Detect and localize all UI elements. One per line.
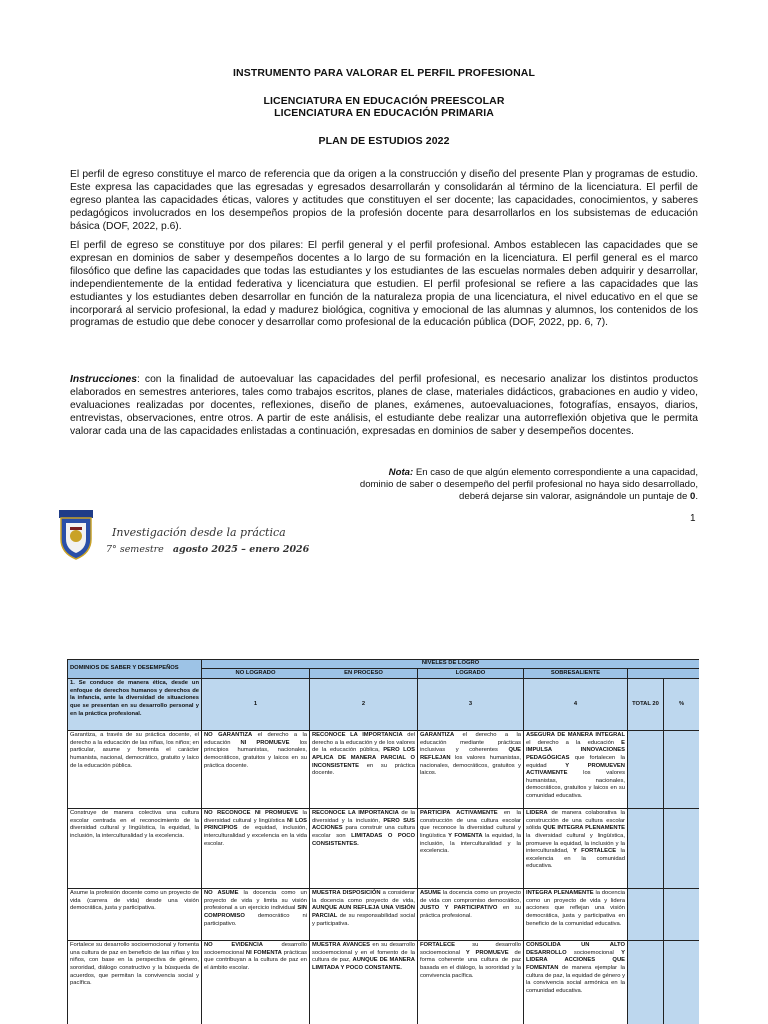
paragraph-instrucciones [70,374,698,439]
percent-cell[interactable] [664,731,700,809]
note-line-1: En caso de que algún elemento correspondiente a una capacidad, [413,467,698,478]
descriptor-text: en su desarrollo socioemocional y en el fomento de la cultura de paz, [312,942,415,964]
descriptor-keyword: AUNQUE AUN REFLEJA UNA VISIÓN PARCIAL [312,905,415,919]
row-description: Garantiza, a través de su práctica docente, el derecho a la educación de las niñas, los niños; en particular, asume y fomenta el carácter humanista, nacional, democrático, gratuito y laico de la educación pública. [68,731,202,809]
rubric-table [67,659,699,1024]
percent-cell[interactable] [664,889,700,941]
descriptor-keyword: Y PROMUEVE [465,949,509,956]
descriptor-text: la excelencia en la comunidad educativa. [526,848,625,870]
descriptor-text: la diversidad cultural y lingüística [204,810,307,824]
descriptor-text: de forma coherente una cultura de paz basada en el diálogo, la sororidad y la convivencia pacífica. [420,949,521,979]
descriptor-keyword: NO ASUME [204,890,239,897]
percent-cell[interactable] [664,809,700,889]
level-4-descriptor [524,731,628,809]
descriptor-keyword: AUNQUE DE MANERA LIMITADA Y POCO CONSTANTE. [312,957,415,971]
descriptor-keyword: NI FOMENTA [245,949,282,956]
descriptor-keyword: PERO LOS APLICA DE MANERA PARCIAL O INCONSISTENTE [312,747,415,769]
level-1-descriptor [202,889,310,941]
descriptor-text: los principios humanistas, nacionales, democráticos, gratuitos y laicos en su práctica docente. [204,739,307,769]
descriptor-keyword: ASUME [420,890,441,897]
note-zero: 0 [689,490,696,502]
level-1-descriptor [202,809,310,889]
header-niveles: NIVELES DE LOGRO [202,660,700,669]
header-level-1: NO LOGRADO [202,668,310,679]
descriptor-keyword: CONSOLIDA UN ALTO DESARROLLO [526,942,625,956]
score-1: 1 [202,679,310,731]
header-level-3: LOGRADO [418,668,524,679]
descriptor-keyword: NI PROMUEVE [240,739,290,746]
descriptor-text: la docencia como un proyecto de vida y lidera acciones que reflejan una visión democrática, justa y participativa en beneficio de la comunidad educativa. [526,890,626,927]
note-block [338,467,698,502]
descriptor-keyword: RECONOCE LA IMPORTANCIA [312,810,399,817]
dimension-row [68,679,700,731]
percent-header: % [664,679,700,731]
score-4: 4 [524,679,628,731]
note-label: Nota: [388,467,414,478]
level-3-descriptor [418,809,524,889]
descriptor-text: a considerar la docencia como proyecto de vida, [312,890,415,904]
level-4-descriptor [524,809,628,889]
header-blank [628,668,700,679]
level-3-descriptor [418,889,524,941]
descriptor-text: los valores humanistas, nacionales, democráticos, gratuitos y laicos en su comunidad educativa. [526,770,625,799]
descriptor-text: el derecho a la educación mediante prácticas inclusivas y coherentes [420,732,521,754]
page-number: 1 [690,513,696,524]
descriptor-keyword: SIN COMPROMISO [204,905,307,919]
program-title-preescolar: LICENCIATURA EN EDUCACIÓN PREESCOLAR [263,95,505,107]
descriptor-keyword: E IMPULSA INNOVACIONES PEDAGÓGICAS [526,739,625,761]
descriptor-keyword: Y PROMUEVEN ACTIVAMENTE [526,762,625,777]
total-cell[interactable] [628,941,664,1024]
descriptor-text: de la diversidad y la inclusión, [312,810,416,824]
descriptor-text: en su práctica docente. [312,762,415,777]
descriptor-keyword: GARANTIZA [420,732,455,739]
descriptor-text: el derecho a la educación [204,732,307,746]
instrucciones-text: : con la finalidad de autoevaluar las capacidades del perfil profesional, es necesario analizar los distintos productos elaborados en semestres anteriores, tales como trabajos escritos, planes de clase, materiales didácticos, grabaciones en audio y video, evaluaciones realizadas por docentes, reflexiones, diseño de planes, exámenes, autoevaluaciones, fotografías, ensayos, diarios, entrevistas, observaciones, entre otros. A partir de este análisis, el estudiante debe realizar una autorreflexión objetiva que le permita valorar cada una de las capacidades enlistadas a continuación, expresadas en dominios de saber y desempeños docentes. [70,374,698,437]
descriptor-keyword: JUSTO Y PARTICIPATIVO [420,905,498,912]
level-4-descriptor [524,889,628,941]
row-description: Fortalece su desarrollo socioemocional y fomenta una cultura de paz en beneficio de las niñas y los niños, con base en la perspectiva de género, sororidad, diálogo constructivo y la búsqueda de acuerdos, que permitan la convivencia social y pacífica. [68,941,202,1024]
descriptor-keyword: Y LIDERA ACCIONES QUE FOMENTAN [526,949,625,971]
note-dot: . [695,490,698,502]
score-2: 2 [310,679,418,731]
paragraph-perfil-egreso: El perfil de egreso constituye el marco de referencia que da origen a la construcción y diseño del presente Plan y programas de estudio. Este expresa las capacidades que las egresadas y egresados desarrollarán y consolidarán al término de la licenciatura. El perfil de egreso plantea las capacidades éticas, valores y actitudes que constituyen el ser docente; las capacidades, conocimientos, y saberes pedagógicos involucrados en los desempeños propios de la profesión docente para desarrollarlos en los subsistemas de educación básica (DOF, 2022, p.6). [70,169,698,232]
descriptor-text: en su práctica profesional. [420,905,521,919]
descriptor-keyword: Y FORTALECE [572,848,617,855]
footer-semester [106,544,309,555]
descriptor-keyword: NO GARANTIZA [204,732,253,739]
header-level-4: SOBRESALIENTE [524,668,628,679]
descriptor-text: los valores humanistas, nacionales, democráticos, gratuitos y laicos. [420,754,521,777]
descriptor-text: del derecho a la educación y de los valores de la educación pública, [312,732,415,754]
descriptor-keyword: MUESTRA DISPOSICIÓN [312,890,381,897]
total-cell[interactable] [628,731,664,809]
descriptor-text: de equidad, inclusión, interculturalidad y excelencia en la vida escolar. [204,825,307,847]
descriptor-keyword: NI LOS PRINCIPIOS [204,817,307,832]
program-title-primaria: LICENCIATURA EN EDUCACIÓN PRIMARIA [274,107,494,119]
footer-slogan: Investigación desde la práctica [112,526,286,539]
header-level-2: EN PROCESO [310,668,418,679]
period-label: agosto 2025 – enero 2026 [172,544,310,555]
semester-label: 7° semestre [106,544,164,555]
descriptor-text: de su responsabilidad social y participativa. [312,912,415,927]
level-2-descriptor [310,809,418,889]
table-row [68,809,700,889]
descriptor-text: la equidad, la inclusión, la interculturalidad y la excelencia. [420,832,521,855]
dimension-text: 1. Se conduce de manera ética, desde un enfoque de derechos humanos y derechos de la infancia, ante la diversidad de situaciones que se presentan en su desarrollo personal y en la práctica profesional. [68,679,202,731]
descriptor-keyword: FORTALECE [420,942,455,949]
descriptor-text: la docencia como un proyecto de vida con compromiso democrático, [420,890,521,904]
descriptor-text: que fortalecen la equidad [526,754,625,769]
level-3-descriptor [418,731,524,809]
descriptor-text: desarrollo socioemocional [204,942,307,956]
descriptor-keyword: QUE REFLEJAN [420,747,521,761]
descriptor-keyword: PARTICIPA ACTIVAMENTE [420,810,498,817]
descriptor-keyword: LIMITADAS O POCO CONSISTENTES. [312,832,415,847]
descriptor-keyword: LIDERA [526,810,548,817]
descriptor-text: democrático ni participativo. [204,912,307,927]
rubric-table-wrapper [67,659,699,1024]
table-header-row-1 [68,660,700,669]
descriptor-text: socioemocional [566,949,622,956]
descriptor-keyword: PERO SUS ACCIONES [312,817,415,832]
level-2-descriptor [310,941,418,1024]
row-description: Asume la profesión docente como un proyecto de vida (carrera de vida) desde una visión democrática, justa y participativa. [68,889,202,941]
paragraph-pilares: El perfil de egreso se constituye por dos pilares: El perfil general y el perfil profesional. Ambos establecen las capacidades que se expresan en dominios de saber y desempeños docentes a lo largo de su formación en la licenciatura. El perfil general es el marco filosófico que define las capacidades que todas las estudiantes y los estudiantes de las escuelas normales deben adquirir y desarrollar, independientemente de la entidad federativa y licenciatura que estudien. El perfil profesional se refiere a las capacidades que las estudiantes y los estudiantes deben desarrollar en función de la naturaleza propia de una licenciatura, el nivel educativo en el que se incorporará al servicio profesional, la edad y madurez biológica, cognitiva y emocional de las alumnas y alumnos, los contenidos de los programas de estudio que debe conocer y desarrollar como profesional de la educación pública (DOF, 2022, pp. 6, 7). [70,240,698,329]
level-1-descriptor [202,941,310,1024]
descriptor-text: para construir una cultura escolar son [312,825,415,839]
descriptor-text: la docencia como un proyecto de vida y limita su visión profesional a un ejercicio individual [204,890,307,912]
plan-title: PLAN DE ESTUDIOS 2022 [318,135,450,147]
descriptor-keyword: QUE INTEGRA PLENAMENTE [542,825,626,832]
header-dominios: DOMINIOS DE SABER Y DESEMPEÑOS [68,660,202,679]
total-header: TOTAL 20 [628,679,664,731]
descriptor-text: la diversidad cultural y lingüística, promueve la equidad, la inclusión y la interculturalidad, [526,832,625,855]
total-cell[interactable] [628,809,664,889]
descriptor-text: su desarrollo socioemocional [420,942,521,956]
descriptor-text: el derecho a la educación [526,739,622,746]
note-line-2: dominio de saber o desempeño del perfil profesional no haya sido desarrollado, [359,478,698,490]
descriptor-text: de manera colaborativa la construcción de una cultura escolar sólida [526,810,625,832]
descriptor-keyword: NO RECONOCE NI PROMUEVE [204,810,299,817]
table-row [68,889,700,941]
school-shield-logo [58,509,94,561]
note-line-3: deberá dejarse sin valorar, asignándole un puntaje de [459,490,690,502]
level-4-descriptor [524,941,628,1024]
document-title: INSTRUMENTO PARA VALORAR EL PERFIL PROFESIONAL [233,67,535,79]
level-1-descriptor [202,731,310,809]
table-row [68,941,700,1024]
descriptor-keyword: INTEGRA PLENAMENTE [526,890,594,897]
row-description: Construye de manera colectiva una cultura escolar centrada en el reconocimiento de la diversidad cultural y lingüística, la equidad, la inclusión, la interculturalidad y la excelencia. [68,809,202,889]
level-3-descriptor [418,941,524,1024]
descriptor-keyword: ASEGURA DE MANERA INTEGRAL [526,732,625,739]
descriptor-keyword: NO EVIDENCIA [204,942,263,949]
table-row [68,731,700,809]
descriptor-keyword: MUESTRA AVANCES [312,942,371,949]
descriptor-text: de manera ejemplar la cultura de paz, la equidad de género y la convivencia social armónica en la comunidad educativa. [526,964,625,994]
descriptor-text: en la construcción de una cultura escolar que reconoce la diversidad cultural y lingüística [420,810,521,839]
level-2-descriptor [310,889,418,941]
descriptor-keyword: RECONOCE LA IMPORTANCIA [312,732,403,739]
instrucciones-label: Instrucciones [70,374,137,385]
percent-cell[interactable] [664,941,700,1024]
total-cell[interactable] [628,889,664,941]
level-2-descriptor [310,731,418,809]
descriptor-text: prácticas que contribuyan a la cultura de paz en el ámbito escolar. [204,949,307,971]
score-3: 3 [418,679,524,731]
descriptor-keyword: Y FOMENTA [448,832,483,839]
